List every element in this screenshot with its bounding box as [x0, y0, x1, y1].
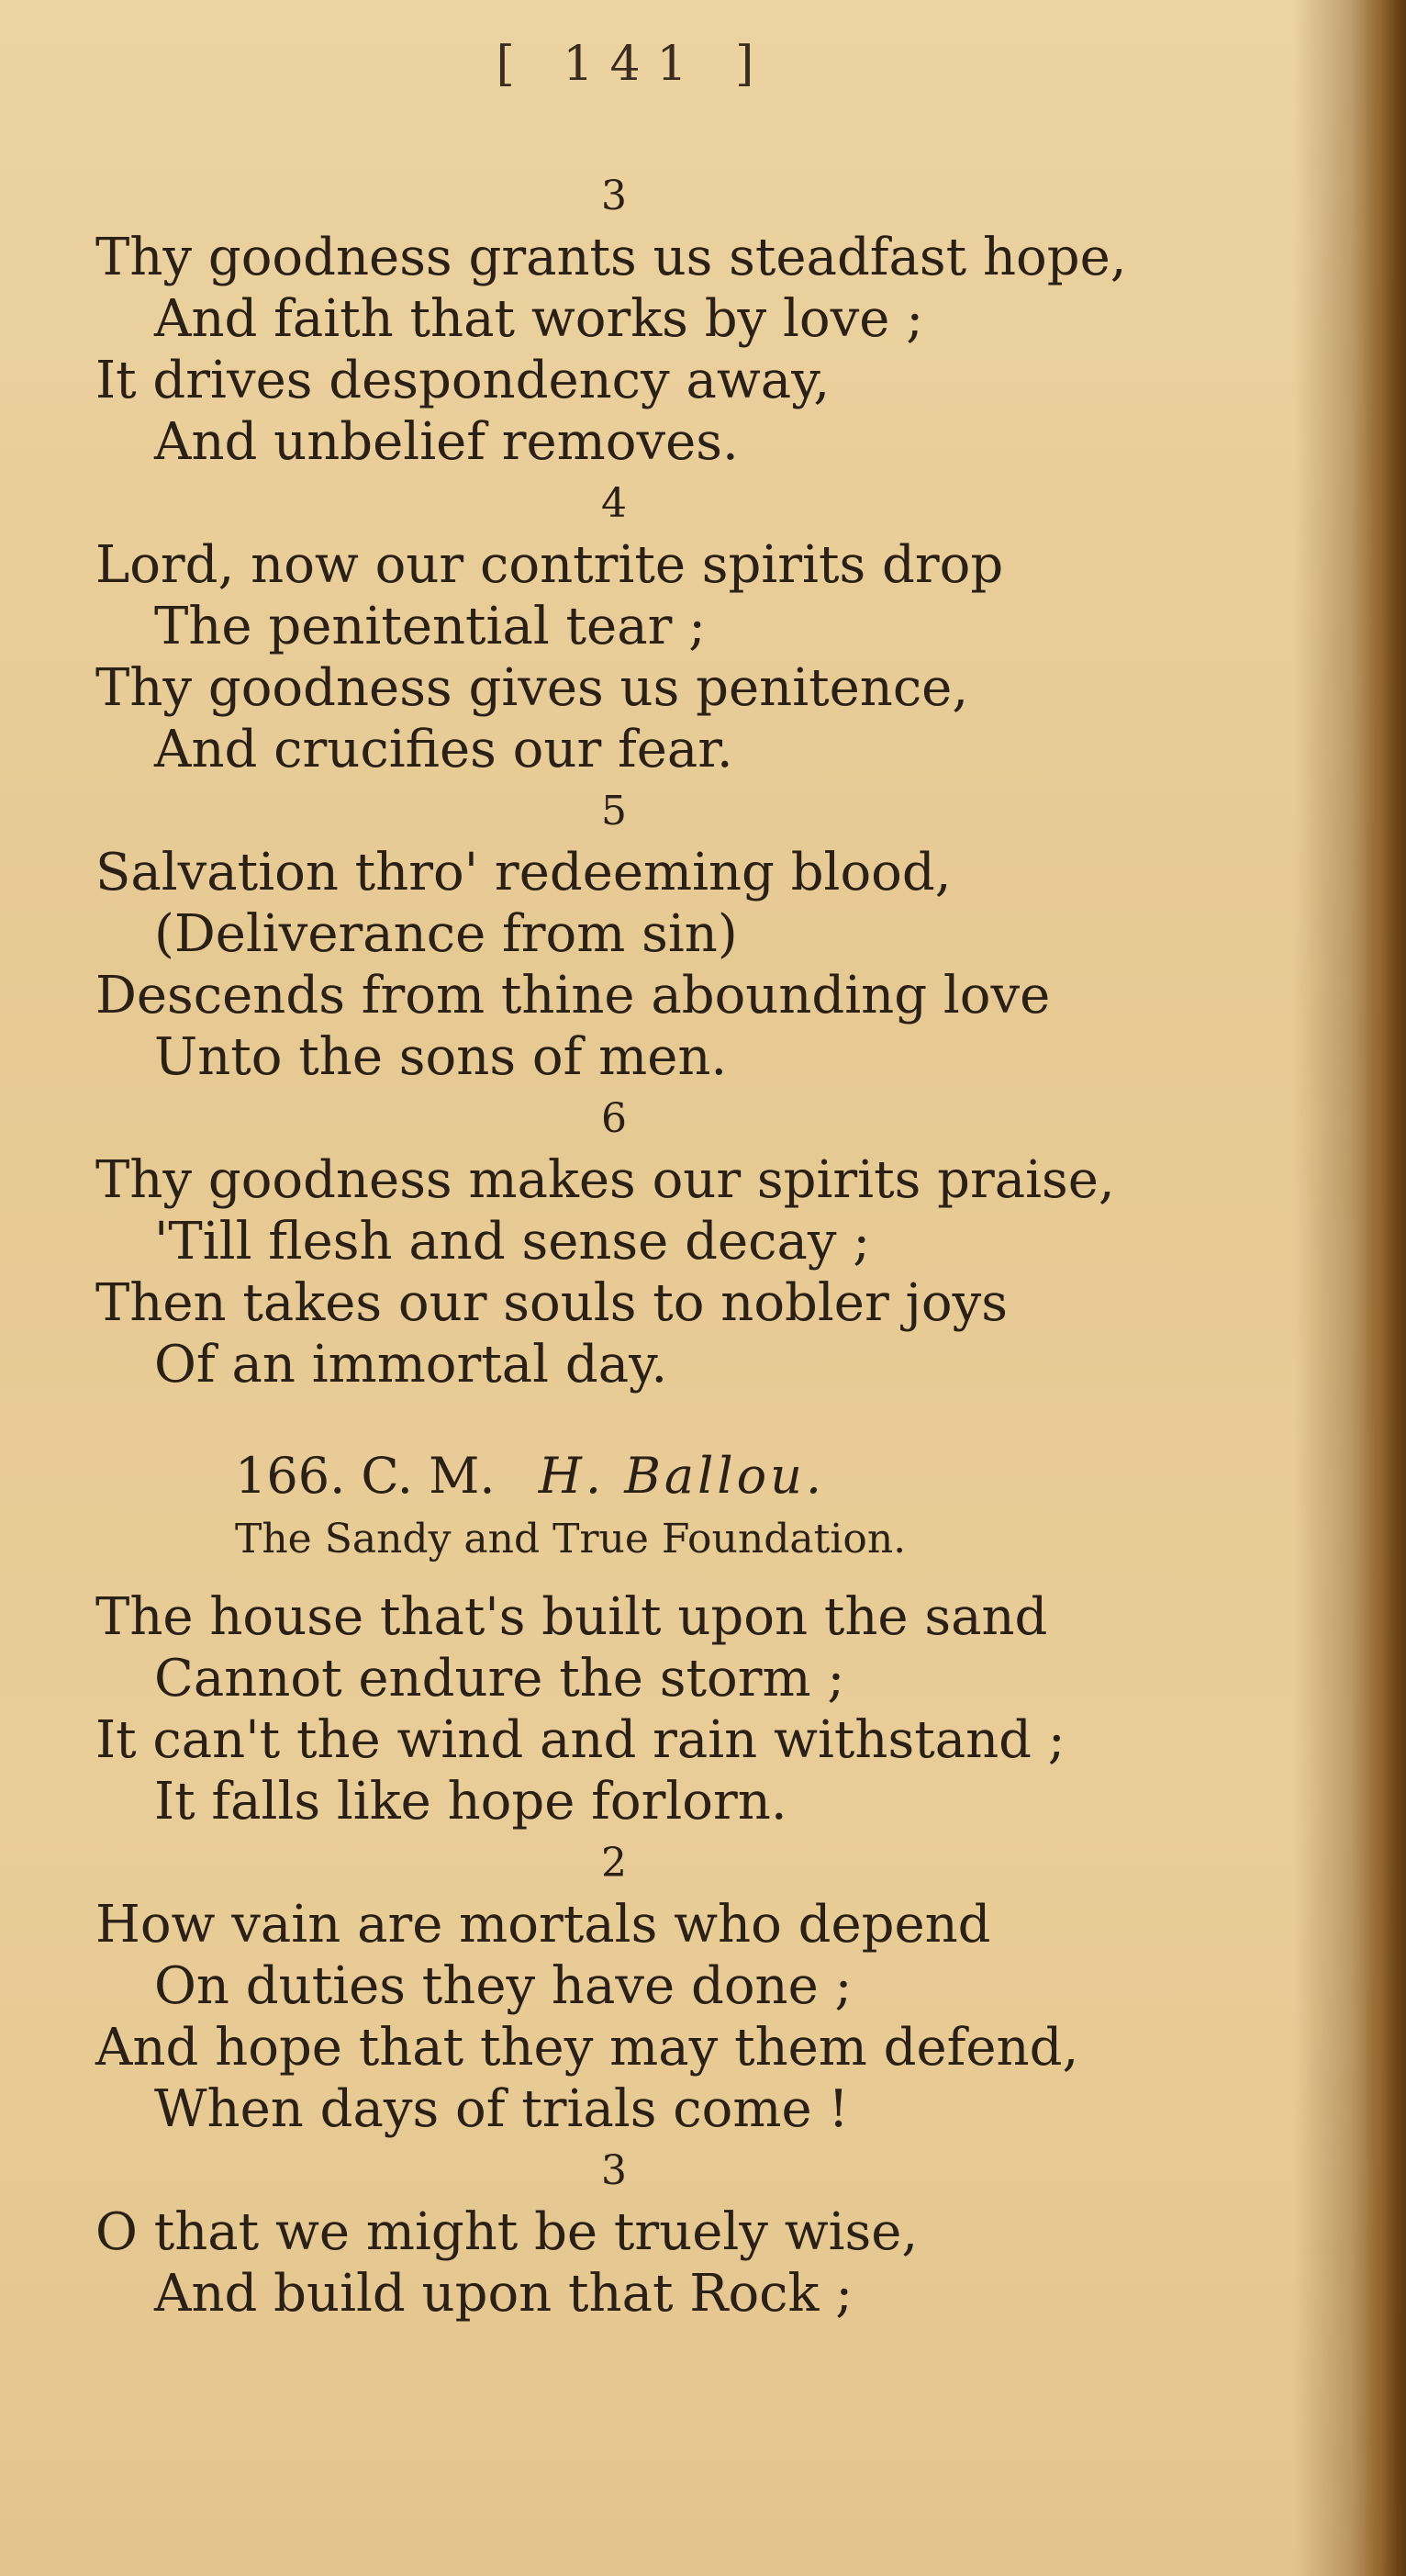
page-edge-shadow [1351, 0, 1406, 2576]
verse-line: Thy goodness grants us steadfast hope, [95, 228, 1127, 287]
hymn-number-meter: 166. C. M. [235, 1447, 496, 1505]
verse-line: And unbelief removes. [154, 412, 739, 472]
verse-line: On duties they have done ; [154, 1956, 853, 2016]
verse-number: 6 [601, 1095, 627, 1142]
verse-number: 3 [601, 2147, 627, 2194]
verse-line: How vain are mortals who depend [95, 1895, 991, 1954]
verse-line: And hope that they may them defend, [95, 2018, 1079, 2078]
verse-number: 3 [601, 173, 627, 219]
verse-line: Thy goodness gives us penitence, [95, 658, 969, 718]
verse-line: (Deliverance from sin) [154, 904, 738, 964]
verse-line: Cannot endure the storm ; [154, 1649, 845, 1708]
verse-line: Unto the sons of men. [154, 1027, 728, 1087]
verse-line: The house that's built upon the sand [95, 1587, 1048, 1647]
verse-number: 4 [601, 480, 627, 527]
verse-line: And faith that works by love ; [154, 289, 924, 349]
verse-line: Descends from thine abounding love [95, 966, 1051, 1025]
page-number: [ 141 ] [496, 37, 771, 92]
verse-line: The penitential tear ; [154, 597, 707, 656]
verse-line: Thy goodness makes our spirits praise, [95, 1150, 1115, 1210]
hymn-heading [95, 1443, 1243, 1509]
verse-line: It falls like hope forlorn. [154, 1772, 787, 1831]
verse-number: 2 [601, 1840, 627, 1887]
verse-line: And crucifies our fear. [154, 720, 733, 779]
verse-line: It can't the wind and rain withstand ; [95, 1710, 1066, 1770]
verse-line: Lord, now our contrite spirits drop [95, 535, 1004, 595]
verse-line: 'Till flesh and sense decay ; [154, 1212, 871, 1271]
verse-line: Of an immortal day. [154, 1335, 668, 1394]
hymn-author: H. Ballou. [538, 1447, 826, 1505]
verse-number: 5 [601, 788, 627, 834]
verse-line: When days of trials come ! [154, 2079, 849, 2139]
verse-line: Then takes our souls to nobler joys [95, 1273, 1008, 1333]
verse-line: O that we might be truely wise, [95, 2202, 919, 2262]
hymn-title: The Sandy and True Foundation. [235, 1516, 907, 1562]
page-content [95, 165, 1243, 2324]
verse-line: Salvation thro' redeeming blood, [95, 843, 952, 902]
verse-line: It drives despondency away, [95, 351, 831, 410]
verse-line: And build upon that Rock ; [154, 2264, 854, 2324]
